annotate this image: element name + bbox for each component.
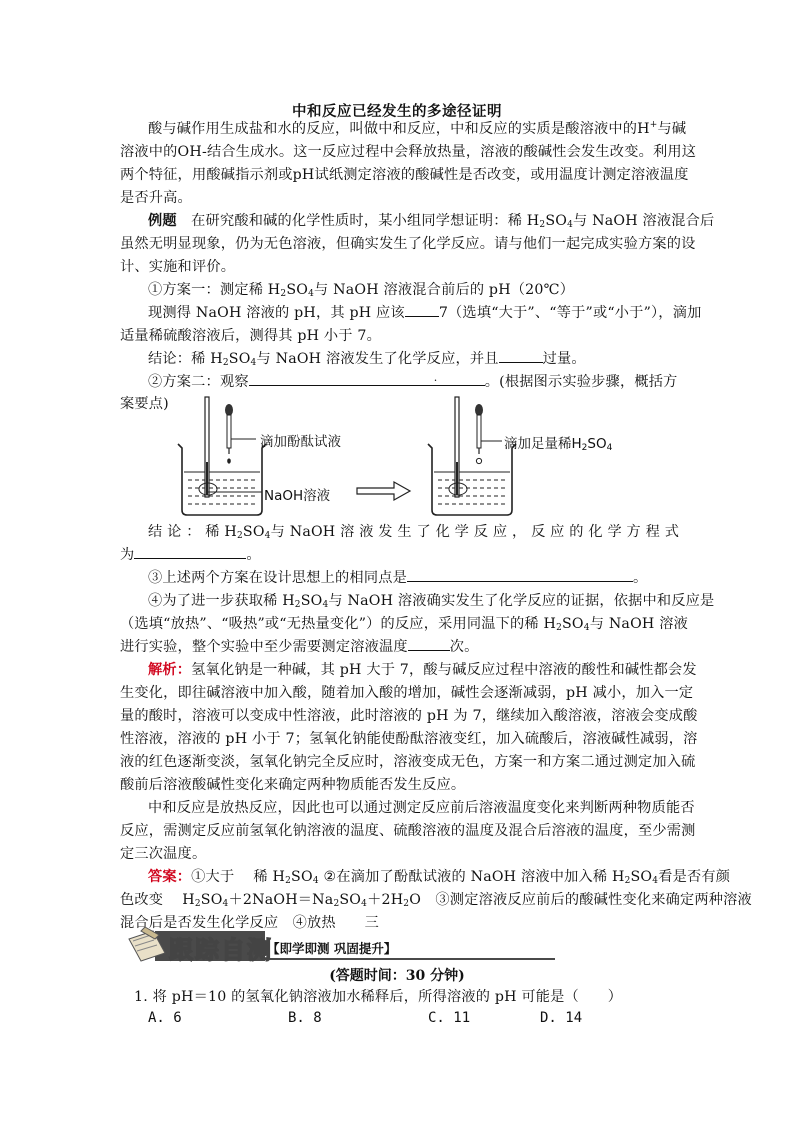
h-plus-sup: + xyxy=(649,120,658,130)
answer-blank-5[interactable] xyxy=(407,567,633,582)
s2-b: 。(根据图示实验步骤，概括方 xyxy=(484,374,678,390)
s1-c: 与 NaOH 溶液混合前后的 pH（20℃） xyxy=(314,282,575,298)
ans-a4: SO xyxy=(630,869,653,885)
analysis-line-1 xyxy=(148,659,697,681)
example-line-3: 计、实施和评价。 xyxy=(120,259,236,275)
analysis-line-6: 酸前后溶液酸碱性变化来确定两种物质能否发生反应。 xyxy=(120,777,466,793)
sub-2: 2 xyxy=(194,899,201,909)
answer-blank-1[interactable] xyxy=(405,302,439,317)
answer-blank-3[interactable] xyxy=(249,371,485,386)
analysis-para2-line-3: 定三次温度。 xyxy=(120,846,207,862)
sub-4: 4 xyxy=(312,876,319,886)
dropper-2 xyxy=(475,404,483,464)
process-arrow-icon xyxy=(357,482,410,500)
c2-c: 与 NaOH 溶 液 发 生 了 化 学 反 应 ， 反 应 的 化 学 方 程 式 xyxy=(270,524,680,540)
s2-a: ②方案二：观察 xyxy=(148,374,249,390)
label-naoh-solution: NaOH溶液 xyxy=(264,488,331,504)
q4-c: 与 NaOH 溶液确实发生了化学反应的证据，依据中和反应是 xyxy=(328,593,715,609)
thermometer-2 xyxy=(455,397,459,497)
measure-line-2: 适量稀硫酸溶液后，测得其 pH 小于 7。 xyxy=(120,328,382,344)
ans-b6: O ③测定溶液反应前后的酸碱性变化来确定两种溶液 xyxy=(409,892,752,908)
c2-a: 结 论 ： 稀 H xyxy=(148,524,237,540)
q4-line-3 xyxy=(120,636,676,658)
m1-a: 现测得 NaOH 溶液的 pH，其 pH 应该 xyxy=(148,305,405,321)
sub-2: 2 xyxy=(222,358,229,368)
beaker-1 xyxy=(178,444,266,515)
ans-a1: ①大于 稀 H xyxy=(191,869,286,885)
c1-d: 过量。 xyxy=(542,351,586,367)
ans-b5: ＋2H xyxy=(367,892,404,908)
intro-text-1a: 酸与碱作用生成盐和水的反应，叫做中和反应，中和反应的实质是酸溶液中的H xyxy=(148,121,650,137)
ans-b2: SO xyxy=(200,892,223,908)
analysis-colon: ： xyxy=(176,662,192,678)
ans-b3: ＋2NaOH＝Na xyxy=(228,892,334,908)
answer-blank-4[interactable] xyxy=(134,544,246,559)
sub-2: 2 xyxy=(556,623,563,633)
sub-4: 4 xyxy=(264,531,271,541)
q3-line xyxy=(148,567,676,589)
sub-4: 4 xyxy=(583,623,590,633)
sub-2: 2 xyxy=(285,876,292,886)
conclusion2-line-2 xyxy=(120,544,676,566)
dropper-1 xyxy=(225,404,233,464)
sub-2: 2 xyxy=(236,531,243,541)
s1-a: ①方案一：测定稀 H xyxy=(148,282,281,298)
label-add-acid xyxy=(504,432,612,452)
answer-line-1 xyxy=(148,866,731,888)
answer-time: (答题时间：30 分钟) xyxy=(329,968,465,984)
sub-4: 4 xyxy=(361,899,368,909)
ans-a5: 看是否有颜 xyxy=(658,869,731,885)
ans-b4: SO xyxy=(339,892,362,908)
ans-a2: SO xyxy=(291,869,313,885)
sub-2: 2 xyxy=(294,600,301,610)
c1-a: 结论：稀 H xyxy=(148,351,223,367)
q4-b: SO xyxy=(300,593,323,609)
intro-text-1b: 与碱 xyxy=(657,121,687,137)
c1-c: 与 NaOH 溶液发生了化学反应，并且 xyxy=(256,351,499,367)
question-1-text: 1. 将 pH＝10 的氢氧化钠溶液加水稀释后，所得溶液的 pH 可能是（ ） xyxy=(134,989,623,1005)
answer-blank-6[interactable] xyxy=(408,636,450,651)
analysis-para2-line-2: 反应，需测定反应前氢氧化钠溶液的温度、硫酸溶液的温度及混合后溶液的温度，至少需测 xyxy=(120,823,696,839)
sub-2: 2 xyxy=(403,899,410,909)
q4-h: 次。 xyxy=(449,639,479,655)
analysis-text-1: 氢氧化钠是一种碱，其 pH 大于 7，酸与碱反应过程中溶液的酸性和碱性都会发 xyxy=(191,662,697,678)
q4-a: ④为了进一步获取稀 H xyxy=(148,593,295,609)
q4-line-2 xyxy=(120,613,688,635)
c2-b: SO xyxy=(242,524,265,540)
section-banner xyxy=(125,925,685,965)
conclusion1-line xyxy=(148,348,676,370)
intro-line-3: 两个特征，用酸碱指示剂或pH试纸测定溶液的酸碱性是否改变，或用温度计测定溶液温度 xyxy=(120,167,689,183)
label-acid-a: 滴加足量稀H xyxy=(504,436,582,452)
sub-4: 4 xyxy=(606,443,613,453)
s1-b: SO xyxy=(286,282,309,298)
m1-b: 7（选填“大于”、“等于”或“小于”），滴加 xyxy=(438,305,702,321)
page-title: 中和反应已经发生的多途径证明 xyxy=(292,103,502,120)
intro-line-2: 溶液中的OH-结合生成水。这一反应过程中会释放热量，溶液的酸碱性会发生改变。利用这 xyxy=(120,144,697,160)
answer-line-3: 混合后是否发生化学反应 ④放热 三 xyxy=(120,915,379,931)
c1-b: SO xyxy=(228,351,251,367)
blank-dot: . xyxy=(433,371,438,384)
c2-e: 。 xyxy=(246,547,261,563)
example-label: 例题 xyxy=(148,213,177,229)
option-a[interactable]: A. 6 xyxy=(148,1010,182,1026)
conclusion2-line-1 xyxy=(148,521,680,543)
q4-line-1 xyxy=(148,590,715,612)
q3-a: ③上述两个方案在设计思想上的相同点是 xyxy=(148,570,407,586)
sub-2: 2 xyxy=(333,899,340,909)
sub-4: 4 xyxy=(567,220,574,230)
experiment-figure xyxy=(170,392,630,517)
example-line-2: 虽然无明显现象，仍为无色溶液，但确实发生了化学反应。请与他们一起完成实验方案的设 xyxy=(120,236,696,252)
q4-g: 进行实验，整个实验中至少需要测定溶液温度 xyxy=(120,639,408,655)
scheme2-line xyxy=(148,371,676,393)
sub-4: 4 xyxy=(652,876,659,886)
c2-d: 为 xyxy=(120,547,135,563)
ans-b1: 色改变 H xyxy=(120,892,195,908)
sub-2: 2 xyxy=(624,876,631,886)
sub-2: 2 xyxy=(539,220,546,230)
section-title: 跟踪自测 xyxy=(169,936,273,964)
sub-4: 4 xyxy=(250,358,257,368)
answer-label: 答案 xyxy=(148,869,177,885)
sub-2: 2 xyxy=(581,443,588,453)
q4-d: （选填“放热”、“吸热”或“无热量变化”）的反应，采用同温下的稀 H xyxy=(120,616,557,632)
sub-4: 4 xyxy=(308,289,315,299)
measure-line-1 xyxy=(148,302,702,324)
analysis-line-4: 性溶液，溶液的 pH 小于 7；氢氧化钠能使酚酞溶液变红，加入硫酸后，溶液碱性减弱，溶 xyxy=(120,731,698,747)
scheme1-line xyxy=(148,279,676,301)
intro-line-1 xyxy=(148,118,687,140)
section-subtitle: 【即学即测 巩固提升】 xyxy=(267,941,397,956)
analysis-para2-line-1: 中和反应是放热反应，因此也可以通过测定反应前后溶液温度变化来判断两种物质能否 xyxy=(148,800,695,816)
q3-b: 。 xyxy=(632,570,648,586)
analysis-line-3: 量的酸时，溶液可以变成中性溶液，此时溶液的 pH 为 7，继续加入酸溶液，溶液会变成酸 xyxy=(120,708,698,724)
sub-2: 2 xyxy=(280,289,287,299)
experiment-diagram xyxy=(170,392,630,517)
option-d[interactable]: D. 14 xyxy=(540,1010,583,1026)
sub-4: 4 xyxy=(222,899,229,909)
q4-f: 与 NaOH 溶液 xyxy=(589,616,688,632)
analysis-line-5: 液的红色逐渐变淡，氢氧化钠完全反应时，溶液变成无色，方案一和方案二通过测定加入硫 xyxy=(120,754,696,770)
answer-colon: ： xyxy=(176,869,192,885)
answer-blank-2[interactable] xyxy=(499,348,543,363)
example-line-1 xyxy=(148,210,715,232)
thermometer-1 xyxy=(205,397,209,497)
label-acid-b: SO xyxy=(587,436,607,452)
option-b[interactable]: B. 8 xyxy=(288,1010,322,1026)
analysis-label: 解析 xyxy=(148,662,177,678)
analysis-line-2: 生变化，即往碱溶液中加入酸，随着加入酸的增加，碱性会逐渐减弱，pH 减小，加入一定 xyxy=(120,685,694,701)
ans-a3: ②在滴加了酚酞试液的 NaOH 溶液中加入稀 H xyxy=(318,869,625,885)
answer-line-2 xyxy=(120,889,752,911)
example-text-b: SO xyxy=(545,213,568,229)
beaker-2 xyxy=(428,444,516,515)
example-text-c: 与 NaOH 溶液混合后 xyxy=(573,213,715,229)
sub-4: 4 xyxy=(322,600,329,610)
example-text-a: 在研究酸和碱的化学性质时，某小组同学想证明：稀 H xyxy=(191,213,540,229)
q4-e: SO xyxy=(562,616,584,632)
intro-line-4: 是否升高。 xyxy=(120,190,192,206)
scheme2-line-2: 案要点) xyxy=(120,396,169,412)
label-phenolphthalein: 滴加酚酞试液 xyxy=(260,434,341,450)
option-c[interactable]: C. 11 xyxy=(428,1010,471,1026)
